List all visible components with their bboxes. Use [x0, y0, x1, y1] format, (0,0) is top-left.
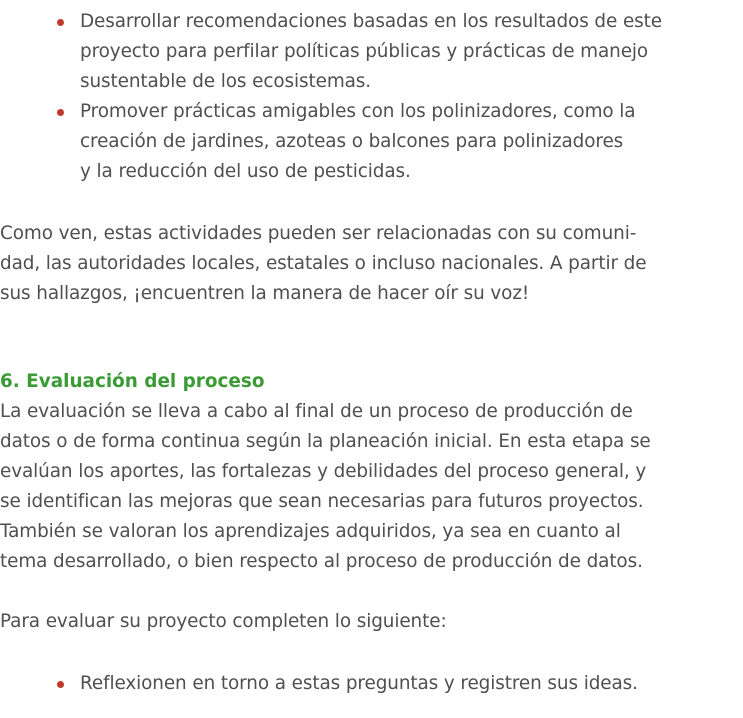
bullet-marker	[57, 109, 64, 116]
bullet-text-line: Promover prácticas amigables con los polinizadores, como la	[80, 101, 636, 122]
section-line: evalúan los aportes, las fortalezas y debilidades del proceso general, y	[0, 461, 647, 482]
section-line: También se valoran los aprendizajes adquiridos, ya sea en cuanto al	[0, 521, 621, 542]
paragraph-line: dad, las autoridades locales, estatales o incluso nacionales. A partir de	[0, 253, 647, 274]
bullet-marker	[57, 19, 64, 26]
bullet-text-line: creación de jardines, azoteas o balcones para polinizadores	[80, 131, 624, 152]
bullet-marker	[57, 681, 64, 688]
section-line: se identifican las mejoras que sean necesarias para futuros proyectos.	[0, 491, 644, 512]
section-line: datos o de forma continua según la planeación inicial. En esta etapa se	[0, 431, 651, 452]
bullet-text-line: y la reducción del uso de pesticidas.	[80, 161, 411, 182]
section-line: tema desarrollado, o bien respecto al proceso de producción de datos.	[0, 551, 643, 572]
bullet-text-line: proyecto para perfilar políticas públicas y prácticas de manejo	[80, 41, 649, 62]
section-heading: 6. Evaluación del proceso	[0, 371, 265, 392]
bullet-text-line: sustentable de los ecosistemas.	[80, 71, 372, 92]
paragraph-line: Para evaluar su proyecto completen lo siguiente:	[0, 611, 447, 632]
bullet-text-line: Desarrollar recomendaciones basadas en los resultados de este	[80, 11, 662, 32]
bullet-text-line: Reflexionen en torno a estas preguntas y registren sus ideas.	[80, 673, 638, 694]
section-line: La evaluación se lleva a cabo al final de un proceso de producción de	[0, 401, 633, 422]
paragraph-line: Como ven, estas actividades pueden ser relacionadas con su comuni-	[0, 223, 637, 244]
paragraph-line: sus hallazgos, ¡encuentren la manera de hacer oír su voz!	[0, 283, 530, 304]
